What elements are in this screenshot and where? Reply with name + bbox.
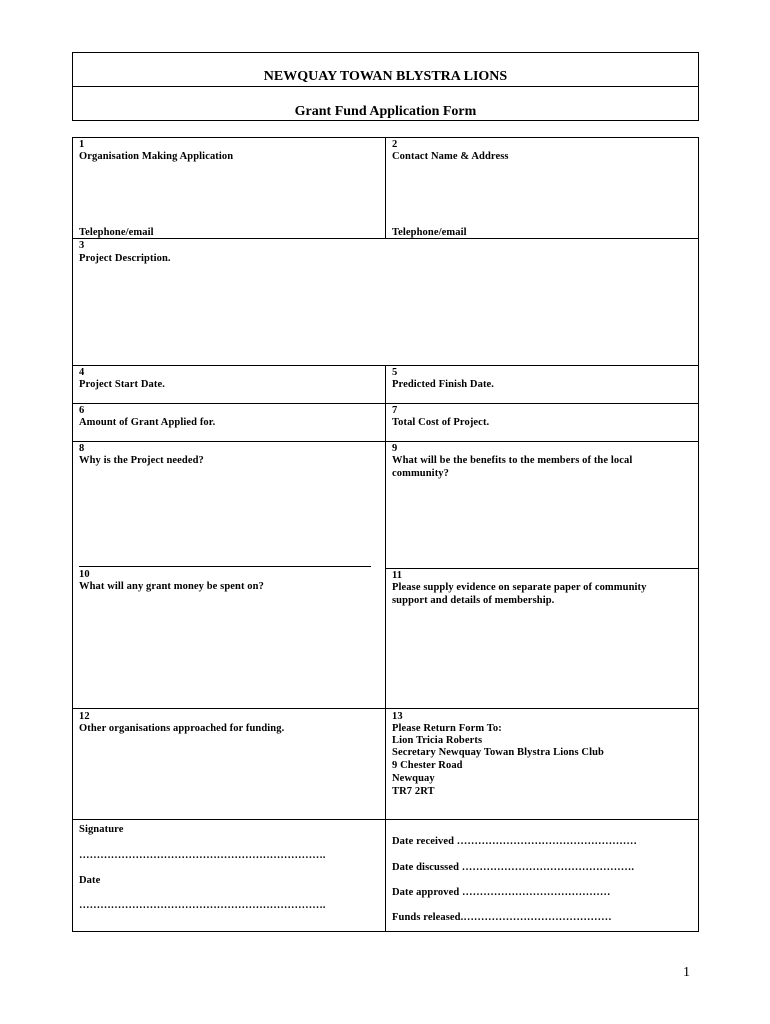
field-4-label: Project Start Date. [79,379,165,390]
date-received-line[interactable]: Date received …………………………………………… [392,836,637,847]
form-title: NEWQUAY TOWAN BLYSTRA LIONS [263,69,508,84]
row-divider [385,568,699,569]
return-postcode: TR7 2RT [392,786,435,797]
field-5-number: 5 [392,367,398,378]
field-1-footer: Telephone/email [79,227,154,238]
field-2-number: 2 [392,139,398,150]
field-11-label-line2: support and details of membership. [392,595,555,606]
field-9-number: 9 [392,443,398,454]
field-6-label: Amount of Grant Applied for. [79,417,216,428]
field-8-number: 8 [79,443,85,454]
field-10-label: What will any grant money be spent on? [79,581,264,592]
funds-released-line[interactable]: Funds released.…………………………………… [392,912,612,923]
signature-label: Signature [79,824,124,835]
field-13-number: 13 [392,711,403,722]
field-11-label-line1: Please supply evidence on separate paper of community [392,582,647,593]
field-1-number: 1 [79,139,85,150]
col-divider [385,137,386,238]
field-9-label-line1: What will be the benefits to the members of the local [392,455,633,466]
date-discussed-line[interactable]: Date discussed …………………………………………. [392,862,635,873]
header-divider [72,86,699,87]
date-approved-line[interactable]: Date approved …………………………………… [392,887,611,898]
field-2-footer: Telephone/email [392,227,467,238]
field-6-number: 6 [79,405,85,416]
col-divider [385,365,386,932]
field-8-underline [79,566,371,567]
date-line[interactable]: ……………………………………………………………. [79,900,326,911]
return-heading: Please Return Form To: [392,723,502,734]
field-9-label-line2: community? [392,468,449,479]
field-2-label: Contact Name & Address [392,151,509,162]
row-divider [72,238,699,239]
signature-line[interactable]: ……………………………………………………………. [79,850,326,861]
return-title: Secretary Newquay Towan Blystra Lions Club [392,747,604,758]
field-5-label: Predicted Finish Date. [392,379,495,390]
field-12-number: 12 [79,711,90,722]
field-11-number: 11 [392,570,403,581]
field-4-number: 4 [79,367,85,378]
field-8-label: Why is the Project needed? [79,455,204,466]
return-name: Lion Tricia Roberts [392,735,483,746]
field-3-label: Project Description. [79,253,171,264]
field-7-number: 7 [392,405,398,416]
field-10-number: 10 [79,569,90,580]
field-12-label: Other organisations approached for funding. [79,723,285,734]
return-town: Newquay [392,773,435,784]
field-1-label: Organisation Making Application [79,151,234,162]
field-3-number: 3 [79,240,85,251]
return-street: 9 Chester Road [392,760,463,771]
page-number: 1 [683,965,690,980]
date-label: Date [79,875,101,886]
field-7-label: Total Cost of Project. [392,417,490,428]
form-subtitle: Grant Fund Application Form [294,104,477,119]
